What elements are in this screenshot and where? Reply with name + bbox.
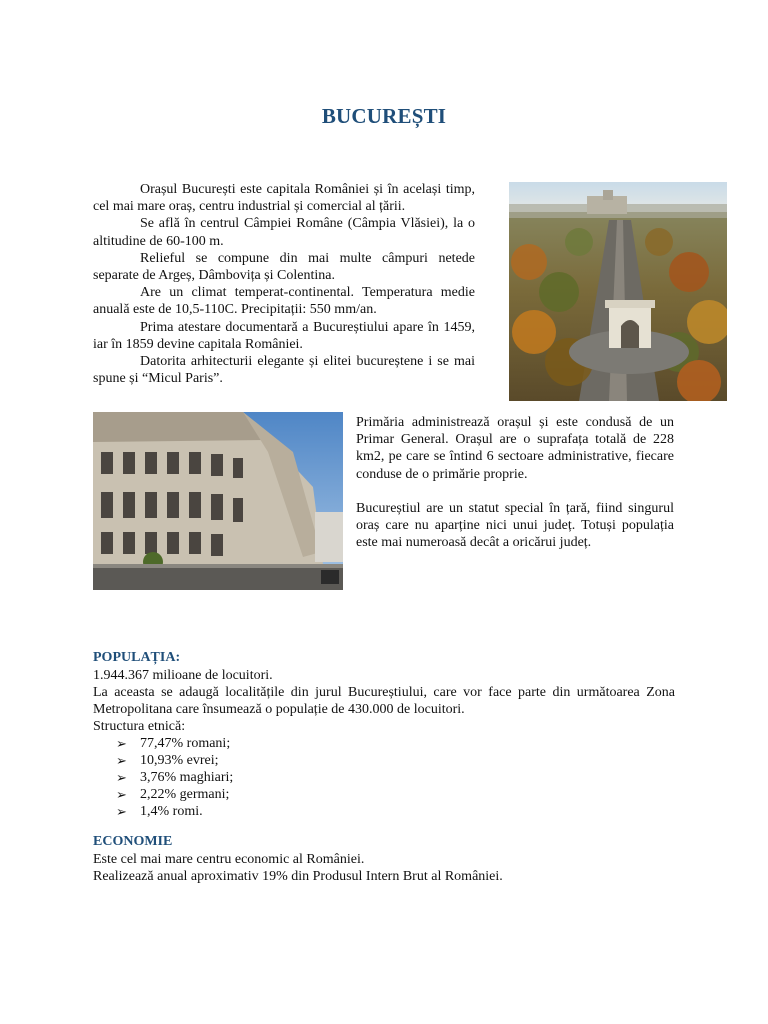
intro-paragraph: Prima atestare documentară a Bucureștiului apare în 1459, iar în 1859 devine capitala României. <box>93 319 475 352</box>
intro-text <box>93 181 475 387</box>
arrow-bullet-icon: ➢ <box>116 804 127 819</box>
arrow-bullet-icon: ➢ <box>116 753 127 768</box>
intro-paragraph: Relieful se compune din mai multe câmpuri netede separate de Argeș, Dâmbovița și Colentina. <box>93 250 475 284</box>
city-hall-photo <box>93 412 343 590</box>
list-item: ➢ 2,22% germani; <box>116 787 230 802</box>
admin-paragraph: Primăria administrează orașul și este condusă de un Primar General. Orașul are o suprafața totală de 228 km2, pe care se întind 6 sectoare administrative, fiecare conduse de o primărie proprie. <box>356 415 674 482</box>
administration-text <box>356 414 674 551</box>
population-section <box>93 667 675 820</box>
list-item: ➢ 3,76% maghiari; <box>116 770 234 785</box>
population-line: La aceasta se adaugă localitățile din jurul Bucureștiului, care vor face parte din următoarea Zona Metropolitana care însumează o populație de 430.000 de locuitori. <box>93 685 675 717</box>
intro-paragraph: Are un climat temperat-continental. Temperatura medie anuală este de 10,5-110C. Precipitații: 550 mm/an. <box>93 285 475 318</box>
arrow-bullet-icon: ➢ <box>116 787 127 802</box>
intro-paragraph: Datorita arhitecturii elegante și elitei bucureștene i se mai spune și “Micul Paris”. <box>93 354 475 387</box>
arch-of-triumph-photo <box>509 182 727 401</box>
list-item: ➢ 10,93% evrei; <box>116 753 219 768</box>
intro-paragraph: Orașul București este capitala României și în același timp, cel mai mare oraș, centru industrial și comercial al țării. <box>93 182 475 215</box>
economy-line: Realizează anual aproximativ 19% din Produsul Intern Brut al României. <box>93 869 503 884</box>
population-line: Structura etnică: <box>93 719 186 734</box>
population-line: 1.944.367 milioane de locuitori. <box>93 668 273 683</box>
intro-paragraph: Se află în centrul Câmpiei Române (Câmpia Vlăsiei), la o altitudine de 60-100 m. <box>93 216 475 249</box>
page-title: BUCUREȘTI <box>321 104 447 128</box>
list-item: ➢ 1,4% romi. <box>116 804 203 819</box>
ethnic-structure-list <box>93 735 675 820</box>
arrow-bullet-icon: ➢ <box>116 770 127 785</box>
admin-paragraph: Bucureștiul are un statut special în țară, fiind singurul oraș care nu aparține nici unui județ. Totuși populația este mai numeroasă decât a oricărui județ. <box>356 500 674 551</box>
arrow-bullet-icon: ➢ <box>116 736 127 751</box>
list-item: ➢ 77,47% romani; <box>116 736 231 751</box>
economy-line: Este cel mai mare centru economic al României. <box>93 852 365 867</box>
economy-section <box>93 851 675 885</box>
population-heading: POPULAȚIA: <box>93 650 181 665</box>
economy-heading: ECONOMIE <box>93 834 173 849</box>
